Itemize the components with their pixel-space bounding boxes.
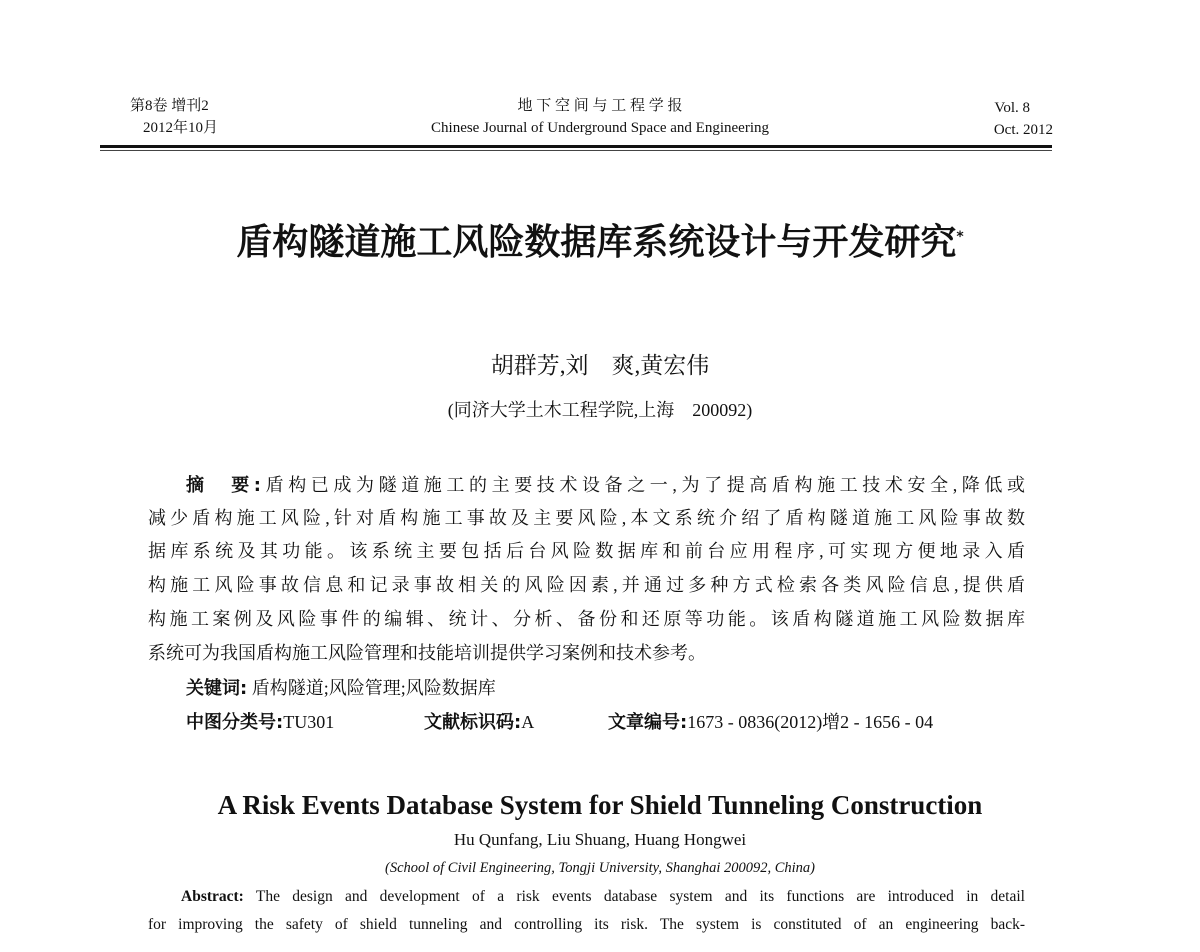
abstract-en-line: for improving the safety of shield tunneling and controlling its risk. The system is constituted of an engineering back-	[148, 916, 1025, 933]
abstract-cn-line: 构施工风险事故信息和记录事故相关的风险因素,并通过多种方式检索各类风险信息,提供盾	[148, 575, 1025, 595]
clc-number: 中图分类号:TU301	[186, 712, 335, 733]
abstract-cn-line: 据库系统及其功能。该系统主要包括后台风险数据库和前台应用程序,可实现方便地录入盾	[148, 541, 1025, 561]
date-en: Oct. 2012	[993, 122, 1053, 138]
authors-en: Hu Qunfang, Liu Shuang, Huang Hongwei	[453, 830, 747, 849]
abstract-cn-line: 减少盾构施工风险,针对盾构施工事故及主要风险,本文系统介绍了盾构隧道施工风险事故数	[148, 508, 1025, 528]
abstract-cn-line: 摘 要:盾构已成为隧道施工的主要技术设备之一,为了提高盾构施工技术安全,降低或	[186, 475, 1025, 496]
date-cn: 2012年10月	[143, 120, 219, 136]
affiliation-cn: (同济大学土木工程学院,上海 200092)	[447, 400, 753, 420]
journal-title-cn: 地 下 空 间 与 工 程 学 报	[517, 98, 683, 114]
keywords-cn: 关键词: 盾构隧道;风险管理;风险数据库	[186, 678, 496, 699]
volume-cn: 第8卷 增刊2	[130, 98, 209, 114]
abstract-cn-line: 构施工案例及风险事件的编辑、统计、分析、备份和还原等功能。该盾构隧道施工风险数据库	[148, 609, 1025, 629]
affiliation-en: (School of Civil Engineering, Tongji University, Shanghai 200092, China)	[384, 860, 815, 876]
abstract-cn-line: 系统可为我国盾构施工风险管理和技能培训提供学习案例和技术参考。	[148, 643, 706, 663]
title-en: A Risk Events Database System for Shield Tunneling Construction	[217, 790, 983, 820]
article-number: 文章编号:1673 - 0836(2012)增2 - 1656 - 04	[608, 712, 934, 733]
journal-title-en: Chinese Journal of Underground Space and Engineering	[431, 120, 769, 136]
document-code: 文献标识码:A	[424, 712, 535, 733]
header-rule	[100, 145, 1052, 148]
header-rule-thin	[100, 150, 1052, 151]
abstract-en-line: Abstract: The design and development of a risk events database system and its functions are introduced in detail	[181, 888, 1025, 905]
volume-en: Vol. 8	[994, 100, 1030, 116]
authors-cn: 胡群芳,刘 爽,黄宏伟	[490, 353, 710, 378]
title-cn: 盾构隧道施工风险数据库系统设计与开发研究*	[236, 222, 964, 263]
